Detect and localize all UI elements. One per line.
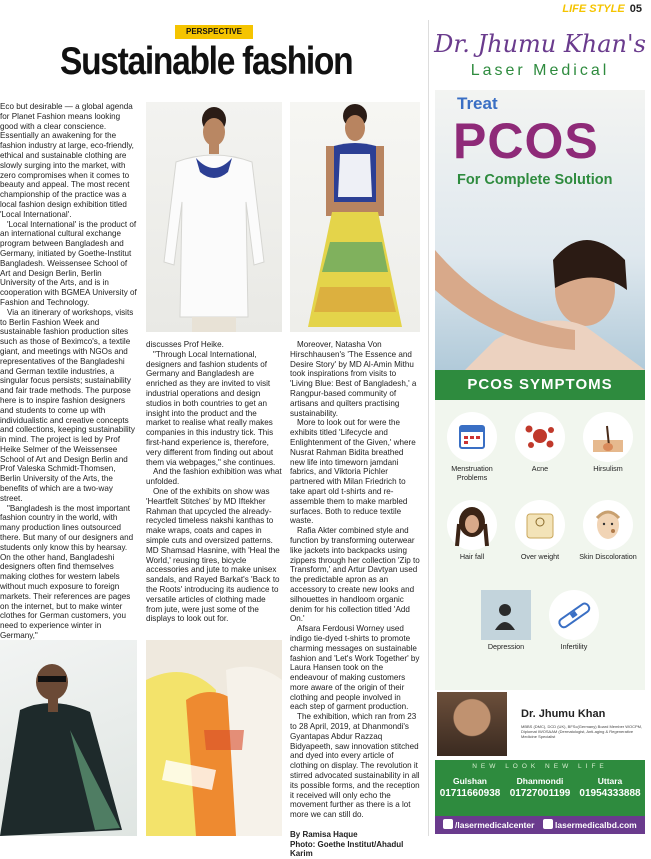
- facebook-handle: /lasermedicalcenter: [455, 820, 535, 830]
- symptom-label: Acne: [531, 464, 549, 473]
- hair-follicle-icon: [583, 412, 633, 462]
- branch-phone[interactable]: 01727001199: [509, 788, 571, 799]
- website-url: lasermedicalbd.com: [555, 820, 637, 830]
- photo-model-white-kurta: [146, 102, 282, 332]
- paragraph: "Bangladesh is the most important fashion country in the world, with many production lines outsourced there. But many of our designers and students only know this by hearsay. On the other hand, Bangladeshi designers often find themselves making clothes for western labels without much exposure to foreign markets. Their references are pages on the internet, but to make winter clothes for German customers, you need to experience winter in Germany,": [0, 503, 134, 641]
- branch-name: Gulshan: [452, 776, 487, 786]
- section-page-ref: [562, 3, 642, 15]
- ad-brand-subtitle: Laser Medical: [470, 62, 610, 79]
- ad-treat-text: Treat: [457, 94, 498, 113]
- acne-icon: [515, 412, 565, 462]
- photo-model-blue-top: [290, 102, 420, 332]
- depression-icon: [481, 590, 531, 640]
- website-link[interactable]: [543, 816, 637, 834]
- ad-pcos-subtitle: For Complete Solution: [457, 172, 613, 188]
- doctor-credentials: MBBS (DMC), DCD (UK), BFSc(Germany) Board Member WOCPM, Diplomat IWOSAAM (Dermatologist, Anti-aging & Regenerative Medicine Specialist: [521, 724, 643, 739]
- ad-doctor-card: [435, 690, 645, 758]
- article-column-3: [290, 340, 420, 859]
- weight-scale-icon: [515, 500, 565, 550]
- hair-fall-icon: [447, 500, 497, 550]
- symptom-label: Hair fall: [459, 552, 485, 561]
- article-credits: [290, 830, 420, 859]
- symptom-infertility: [541, 590, 607, 652]
- paragraph: One of the exhibits on show was 'Heartfelt Stitches' by MD Iftekher Rahman that upcycled the already-recycled timeless nakshi kanthas to make wraps, coats and capes in simple cuts and oversized patterns. MD Shamsad Hasnine, with 'Heal the World,' reusing tires, bicycle accessories and jute to make unisex sandals, and Rayed Barkat's 'Back to the Roots' introducing its audience to versatile articles of clothing made from jute, were just some of the displays to look out for.: [146, 486, 280, 624]
- branch-gulshan: [435, 776, 505, 799]
- ad-symptoms-title: PCOS SYMPTOMS: [435, 370, 645, 400]
- branch-phone[interactable]: 01711660938: [439, 788, 501, 799]
- face-icon: [583, 500, 633, 550]
- paragraph: Moreover, Natasha Von Hirschhausen's 'The Essence and Desire Story' by MD Al-Amin Mithu took inspirations from visits to 'Living Blue: Best of Bangladesh,' a Rangpur-based community of artisans and quilters practising sustainability.: [290, 340, 417, 418]
- symptom-skin-discoloration: [575, 500, 641, 562]
- advertisement-laser-medical[interactable]: [428, 20, 650, 836]
- headline: Sustainable fashion: [60, 40, 353, 83]
- symptom-label: Infertility: [560, 642, 588, 651]
- ad-branches: [435, 760, 645, 816]
- branch-uttara: [575, 776, 645, 799]
- paragraph: Afsara Ferdousi Worney used indigo tie-dyed t-shirts to promote charming messages on sustainable fashion and 'Let's Work Together' by Laura Hansen took on the endeavour of making customers more aware of the origin of their clothing and people involved in each step of garment production.: [290, 624, 420, 712]
- article-column-1: [0, 102, 137, 641]
- pregnancy-test-icon: [549, 590, 599, 640]
- photo-model-cape: [0, 640, 137, 836]
- symptom-label: Hirsulism: [593, 464, 623, 473]
- branch-name: Dhanmondi: [516, 776, 564, 786]
- symptom-depression: [473, 590, 539, 652]
- symptom-label: Over weight: [520, 552, 560, 561]
- paragraph: Via an itinerary of workshops, visits to Berlin Fashion Week and sustainable fashion production sites such as those of Beximco's, a textile giant, and meetings with NGOs and representatives of the Bangladeshi and German textile industries, a singular focus persists; sustainability and fair trade methods. The purpose here is to inspire fashion designers and students to come up with individualistic and creative concepts and collections, keeping sustainability in mind. The project is led by Prof Heike Selmer of the Weissensee School of Art and Design Berlin and Prof Valeska Schmidt-Thomsen, Berlin University of the Arts, the benefits of which are a two-way street.: [0, 307, 135, 503]
- symptom-acne: [507, 412, 573, 474]
- article-column-2: [146, 340, 282, 624]
- photo-textile-detail: [146, 640, 282, 836]
- kicker-label: PERSPECTIVE: [175, 25, 253, 39]
- paragraph: discusses Prof Heike.: [146, 340, 224, 349]
- byline: By Ramisa Haque: [290, 830, 358, 840]
- ad-tagline: NEW LOOK NEW LIFE: [472, 763, 608, 770]
- globe-icon: [543, 819, 553, 829]
- paragraph: "Through Local International, designers and fashion students of Germany and Bangladesh are enriched as they are invited to visit industrial operations and design studios in both countries to get an insight into the product and the market to realise what really makes companies in this industry tick. This first-hand experience is, therefore, very different from finding out about them via webpages," she continues.: [146, 349, 276, 467]
- ad-brand-name: Dr. Jhumu Khan's: [434, 30, 646, 58]
- calendar-icon: [447, 412, 497, 462]
- symptom-over-weight: [507, 500, 573, 562]
- branch-dhanmondi: [505, 776, 575, 799]
- page-number: 05: [629, 3, 642, 15]
- paragraph: And the fashion exhibition was what unfolded.: [146, 467, 282, 487]
- facebook-icon: [443, 819, 453, 829]
- branch-name: Uttara: [597, 776, 623, 786]
- ad-social-bar: [435, 816, 645, 834]
- paragraph: More to look out for were the exhibits titled 'Lifecycle and Enlightenment of the Given,' where Nusrat Rahman Bidita breathed new life into timeworn jamdani fabrics, and Viktoria Pichler partnered with Milan Friedrich to take apart old t-shirts and re-assemble them to make marbled surfaces. Both to reduce textile waste.: [290, 418, 416, 526]
- ad-hero-image: [435, 90, 645, 390]
- symptom-label: Skin Discoloration: [579, 552, 637, 561]
- ad-symptoms-grid: [435, 400, 645, 690]
- section-name: LIFE STYLE: [562, 3, 625, 15]
- paragraph: 'Local International' is the product of an international cultural exchange program between Bangladesh and Germany, initiated by Goethe-Institut Bangladesh. Weissensee School of Art and Design Berlin, Berlin University of the Arts, and is in cooperation with BGMEA University of Fashion and Technology.: [0, 219, 137, 307]
- symptom-hirsutism: [575, 412, 641, 474]
- page-header: [0, 0, 650, 18]
- paragraph: The exhibition, which ran from 23 to 28 April, 2019, at Dhanmondi's Gyantapas Abdur Razzaq Bidyapeeth, saw innovation stitched and dyed into every article of clothing on display. The revolution it stirred advocated sustainability in all its possible forms, and the reception it received will only echo the movement further as there is a lot more we can still do.: [290, 712, 420, 820]
- symptom-label: Menstruation Problems: [451, 464, 493, 482]
- symptom-label: Depression: [487, 642, 525, 651]
- symptom-hair-fall: [439, 500, 505, 562]
- branch-phone[interactable]: 01954333888: [579, 788, 641, 799]
- ad-pcos-title: PCOS: [453, 113, 599, 169]
- doctor-name: Dr. Jhumu Khan: [521, 708, 606, 720]
- facebook-link[interactable]: [443, 816, 534, 834]
- photo-credit: Photo: Goethe Institut/Ahadul Karim: [290, 839, 404, 859]
- symptom-menstruation: [439, 412, 505, 482]
- doctor-portrait: [437, 692, 507, 756]
- paragraph: Rafia Akter combined style and function by transforming outerwear like jackets into backpacks using zippers through her collection 'Zip to Transform,' and Artur Davtyan used the predictable apron as an accessory to create new looks and silhouettes in handloom organic denim for his collection titled 'Add On.': [290, 526, 420, 624]
- paragraph: Eco but desirable — a global agenda for Planet Fashion means looking good with a clear conscience. Essentially an awakening for the fashion industry at large, eco-friendly, ethical and sustainable clothing are slowly surging into the market, with zero compromises when it comes to beauty and appeal. The most recent championship of the practice was a local fashion design exhibition titled 'Local International'.: [0, 102, 134, 219]
